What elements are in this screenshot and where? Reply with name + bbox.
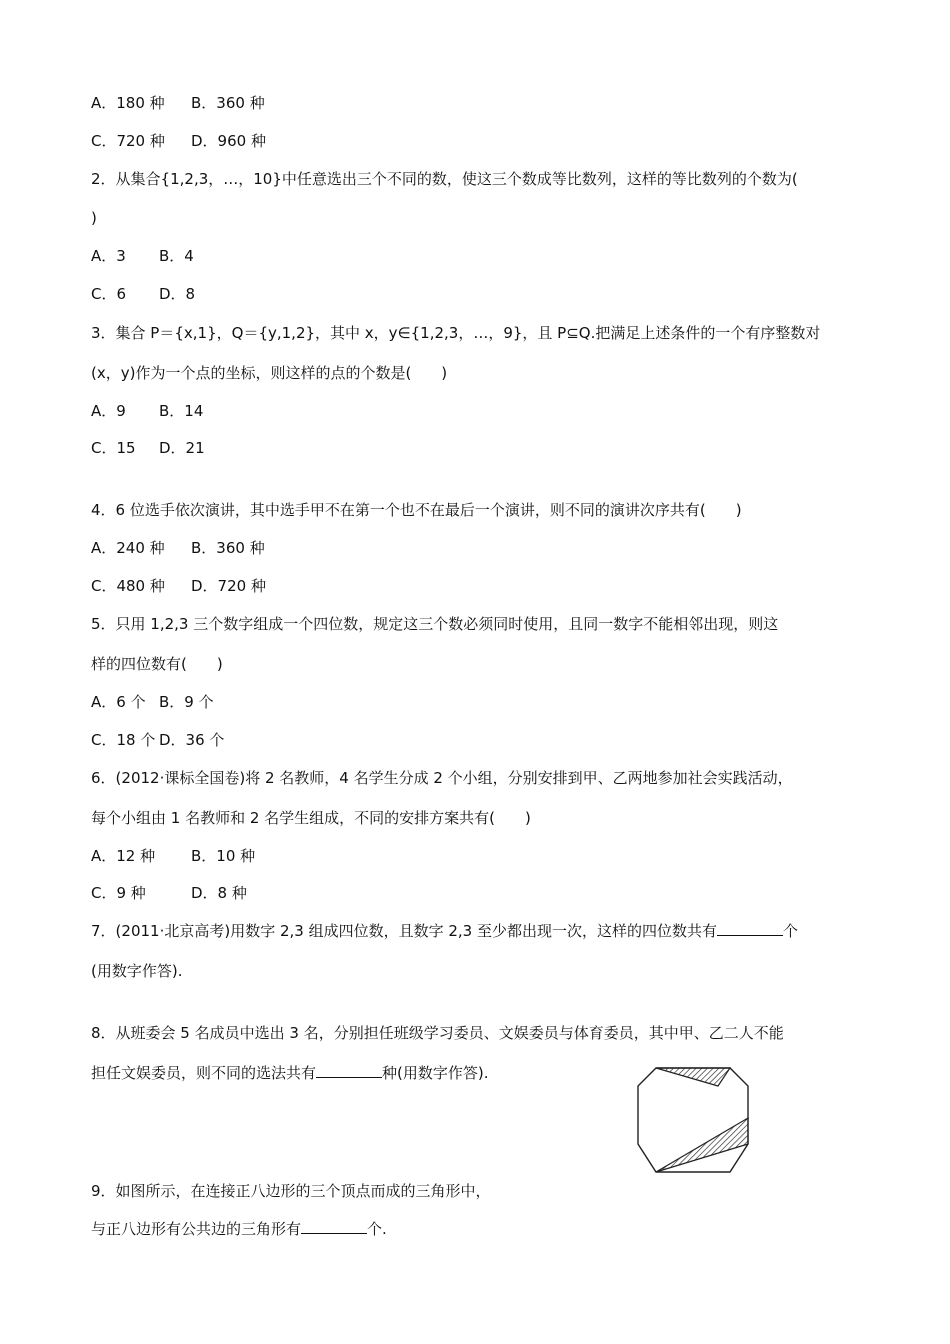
q4-option-b: B．360 种: [191, 539, 265, 557]
q6-stem-line-2: 每个小组由 1 名教师和 2 名学生组成，不同的安排方案共有( ): [91, 809, 531, 827]
q2-option-c: C．6: [91, 285, 127, 303]
q3-option-d: D．21: [159, 439, 205, 457]
q7-stem-text: 7．(2011·北京高考)用数字 2,3 组成四位数，且数字 2,3 至少都出现一次，这样的四位数共有: [91, 922, 717, 940]
top-shaded-triangle: [656, 1068, 730, 1086]
q2-option-b: B．4: [159, 247, 194, 265]
q1-option-d: D．960 种: [191, 132, 266, 150]
q5-option-d: D．36 个: [159, 731, 225, 749]
q4-stem-line-1: 4．6 位选手依次演讲，其中选手甲不在第一个也不在最后一个演讲，则不同的演讲次序共有( ): [91, 501, 742, 519]
q6-option-b: B．10 种: [191, 847, 256, 865]
q6-option-c: C．9 种: [91, 884, 146, 902]
q3-options-row-1: [91, 401, 203, 421]
q5-option-c: C．18 个: [91, 731, 156, 749]
q3-stem-line-2: (x，y)作为一个点的坐标，则这样的点的个数是( ): [91, 364, 448, 382]
q9-answer-blank: [301, 1219, 367, 1234]
q6-stem-line-1: 6．(2012·课标全国卷)将 2 名教师，4 名学生分成 2 个小组，分别安排到甲、乙两地参加社会实践活动，: [91, 769, 793, 787]
q1-option-b: B．360 种: [191, 94, 265, 112]
q7-stem-line-1: [91, 921, 798, 941]
q9-stem-line-2: [91, 1219, 387, 1239]
q3-option-b: B．14: [159, 402, 204, 420]
q9-stem-text: 与正八边形有公共边的三角形有: [91, 1220, 302, 1238]
q4-options-row-2: [91, 576, 266, 596]
q4-options-row-1: [91, 538, 265, 558]
q6-options-row-2: [91, 883, 247, 903]
q8-stem-line-2: [91, 1063, 489, 1083]
q3-options-row-2: [91, 438, 205, 458]
q8-answer-blank: [316, 1063, 382, 1078]
q1-option-c: C．720 种: [91, 132, 165, 150]
q1-options-row-2: [91, 131, 266, 151]
q8-stem-line-1: 8．从班委会 5 名成员中选出 3 名，分别担任班级学习委员、文娱委员与体育委员，其中甲、乙二人不能: [91, 1024, 784, 1042]
q3-option-a: A．9: [91, 402, 126, 420]
q6-option-d: D．8 种: [191, 884, 247, 902]
q7-stem-line-2: (用数字作答).: [91, 962, 183, 980]
q7-answer-blank: [717, 921, 783, 936]
q8-stem-tail: 种(用数字作答).: [382, 1064, 489, 1082]
q3-stem-line-1: 3．集合 P＝{x,1}，Q＝{y,1,2}，其中 x，y∈{1,2,3，…，9}，且 P⊆Q.把满足上述条件的一个有序整数对: [91, 324, 821, 342]
q1-options-row-1: [91, 93, 265, 113]
q2-stem-line-1: 2．从集合{1,2,3，…，10}中任意选出三个不同的数，使这三个数成等比数列，这样的等比数列的个数为(: [91, 170, 798, 188]
q5-options-row-2: [91, 730, 224, 750]
q2-stem-line-2: ): [91, 209, 97, 227]
diagonal-shaded-triangle: [656, 1118, 748, 1172]
q4-option-c: C．480 种: [91, 577, 165, 595]
q2-option-a: A．3: [91, 247, 126, 265]
q3-option-c: C．15: [91, 439, 136, 457]
q5-stem-line-2: 样的四位数有( ): [91, 655, 223, 673]
q5-option-b: B．9 个: [159, 693, 214, 711]
q6-options-row-1: [91, 846, 255, 866]
q4-option-d: D．720 种: [191, 577, 266, 595]
q1-option-a: A．180 种: [91, 94, 165, 112]
q2-options-row-2: [91, 284, 195, 304]
q2-options-row-1: [91, 246, 194, 266]
q5-options-row-1: [91, 692, 214, 712]
q7-stem-unit: 个: [782, 922, 798, 940]
q5-option-a: A．6 个: [91, 693, 146, 711]
q2-option-d: D．8: [159, 285, 196, 303]
q8-stem-text: 担任文娱委员，则不同的选法共有: [91, 1064, 317, 1082]
q5-stem-line-1: 5．只用 1,2,3 三个数字组成一个四位数，规定这三个数必须同时使用，且同一数字不能相邻出现，则这: [91, 615, 779, 633]
q9-stem-line-1: 9．如图所示，在连接正八边形的三个顶点而成的三角形中，: [91, 1182, 491, 1200]
q6-option-a: A．12 种: [91, 847, 156, 865]
q9-stem-tail: 个.: [367, 1220, 387, 1238]
octagon-figure: [636, 1060, 750, 1174]
q4-option-a: A．240 种: [91, 539, 165, 557]
